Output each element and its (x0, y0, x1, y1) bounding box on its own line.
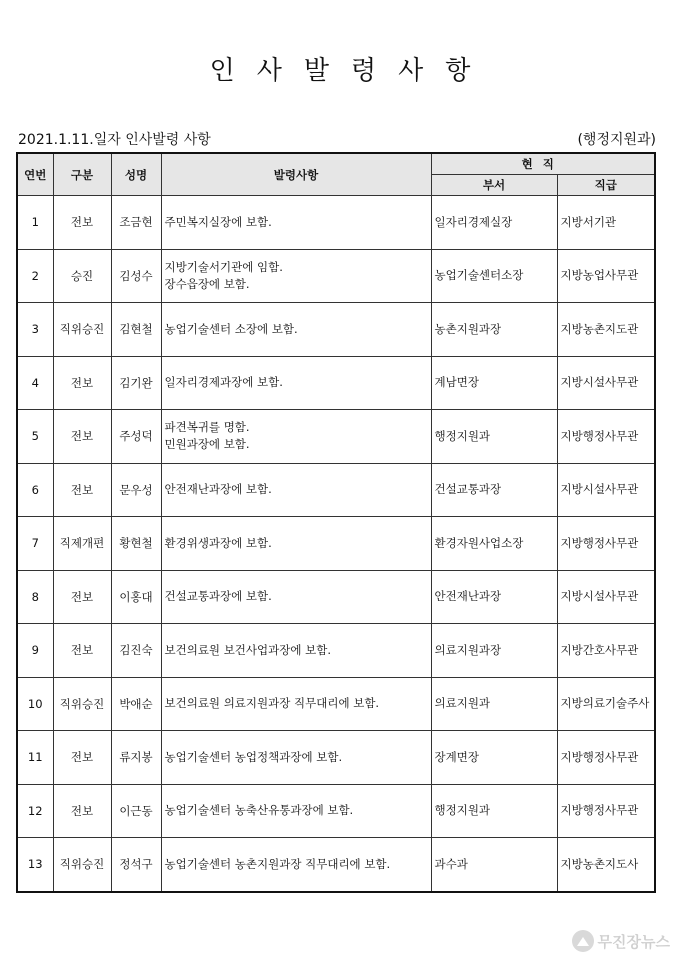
row-order: 농업기술센터 농업정책과장에 보함. (161, 731, 431, 785)
row-department: 안전재난과장 (431, 570, 557, 624)
row-category: 직위승진 (53, 303, 111, 357)
row-rank: 지방시설사무관 (557, 463, 655, 517)
table-row (17, 784, 655, 838)
header-order: 발령사항 (161, 153, 431, 196)
row-rank: 지방농촌지도관 (557, 303, 655, 357)
row-department: 환경자원사업소장 (431, 517, 557, 571)
row-category: 전보 (53, 463, 111, 517)
row-name: 정석구 (111, 838, 161, 892)
watermark-text: 무진장뉴스 (597, 932, 670, 951)
header-rank: 직급 (557, 175, 655, 196)
table-row (17, 838, 655, 892)
table-row (17, 356, 655, 410)
row-no: 1 (17, 196, 53, 250)
mountain-logo-icon (572, 930, 594, 952)
row-department: 의료지원과장 (431, 624, 557, 678)
row-order: 환경위생과장에 보함. (161, 517, 431, 571)
row-name: 주성덕 (111, 410, 161, 464)
row-order: 보건의료원 의료지원과장 직무대리에 보함. (161, 677, 431, 731)
row-name: 이근동 (111, 784, 161, 838)
row-no: 10 (17, 677, 53, 731)
row-category: 직위승진 (53, 677, 111, 731)
row-department: 행정지원과 (431, 784, 557, 838)
row-order: 농업기술센터 농촌지원과장 직무대리에 보함. (161, 838, 431, 892)
table-row (17, 196, 655, 250)
row-department: 의료지원과 (431, 677, 557, 731)
row-no: 4 (17, 356, 53, 410)
watermark (572, 930, 670, 952)
table-row (17, 570, 655, 624)
table-row (17, 731, 655, 785)
row-order: 지방기술서기관에 임함. 장수읍장에 보함. (161, 249, 431, 303)
row-order: 보건의료원 보건사업과장에 보함. (161, 624, 431, 678)
row-order: 주민복지실장에 보함. (161, 196, 431, 250)
row-rank: 지방행정사무관 (557, 731, 655, 785)
row-no: 6 (17, 463, 53, 517)
row-order: 건설교통과장에 보함. (161, 570, 431, 624)
table-row (17, 677, 655, 731)
row-name: 김진숙 (111, 624, 161, 678)
row-name: 김기완 (111, 356, 161, 410)
row-no: 13 (17, 838, 53, 892)
header-no: 연번 (17, 153, 53, 196)
row-rank: 지방시설사무관 (557, 570, 655, 624)
row-name: 조금현 (111, 196, 161, 250)
row-order: 농업기술센터 소장에 보함. (161, 303, 431, 357)
row-rank: 지방간호사무관 (557, 624, 655, 678)
table-row (17, 463, 655, 517)
table-row (17, 624, 655, 678)
row-name: 김성수 (111, 249, 161, 303)
row-category: 전보 (53, 731, 111, 785)
row-order: 일자리경제과장에 보함. (161, 356, 431, 410)
row-rank: 지방행정사무관 (557, 517, 655, 571)
row-no: 8 (17, 570, 53, 624)
row-rank: 지방행정사무관 (557, 784, 655, 838)
personnel-table (16, 152, 656, 893)
department-note: (행정지원과) (577, 132, 656, 148)
row-department: 과수과 (431, 838, 557, 892)
row-no: 11 (17, 731, 53, 785)
row-department: 농업기술센터소장 (431, 249, 557, 303)
row-rank: 지방행정사무관 (557, 410, 655, 464)
row-no: 3 (17, 303, 53, 357)
row-name: 이홍대 (111, 570, 161, 624)
header-department: 부서 (431, 175, 557, 196)
page-title: 인사발령사항 (209, 56, 493, 86)
row-order: 농업기술센터 농축산유통과장에 보함. (161, 784, 431, 838)
header-name: 성명 (111, 153, 161, 196)
row-category: 직제개편 (53, 517, 111, 571)
header-current-position: 현직 (431, 153, 655, 175)
row-name: 박애순 (111, 677, 161, 731)
row-no: 2 (17, 249, 53, 303)
table-row (17, 517, 655, 571)
table-row (17, 249, 655, 303)
row-category: 승진 (53, 249, 111, 303)
order-date-label: 2021.1.11.일자 인사발령 사항 (18, 132, 211, 148)
row-no: 7 (17, 517, 53, 571)
row-rank: 지방농업사무관 (557, 249, 655, 303)
row-name: 황현철 (111, 517, 161, 571)
row-category: 전보 (53, 624, 111, 678)
table-row (17, 303, 655, 357)
row-no: 12 (17, 784, 53, 838)
row-no: 5 (17, 410, 53, 464)
row-category: 전보 (53, 784, 111, 838)
row-department: 계남면장 (431, 356, 557, 410)
row-rank: 지방서기관 (557, 196, 655, 250)
row-department: 농촌지원과장 (431, 303, 557, 357)
row-category: 전보 (53, 196, 111, 250)
subheading (18, 129, 656, 149)
row-no: 9 (17, 624, 53, 678)
row-order: 안전재난과장에 보함. (161, 463, 431, 517)
row-department: 행정지원과 (431, 410, 557, 464)
header-category: 구분 (53, 153, 111, 196)
row-category: 전보 (53, 356, 111, 410)
row-department: 건설교통과장 (431, 463, 557, 517)
row-category: 직위승진 (53, 838, 111, 892)
row-rank: 지방시설사무관 (557, 356, 655, 410)
row-order: 파견복귀를 명함. 민원과장에 보함. (161, 410, 431, 464)
row-department: 일자리경제실장 (431, 196, 557, 250)
row-name: 문우성 (111, 463, 161, 517)
row-category: 전보 (53, 570, 111, 624)
row-department: 장계면장 (431, 731, 557, 785)
table-row (17, 410, 655, 464)
row-name: 류지봉 (111, 731, 161, 785)
row-rank: 지방의료기술주사 (557, 677, 655, 731)
row-rank: 지방농촌지도사 (557, 838, 655, 892)
row-name: 김현철 (111, 303, 161, 357)
row-category: 전보 (53, 410, 111, 464)
